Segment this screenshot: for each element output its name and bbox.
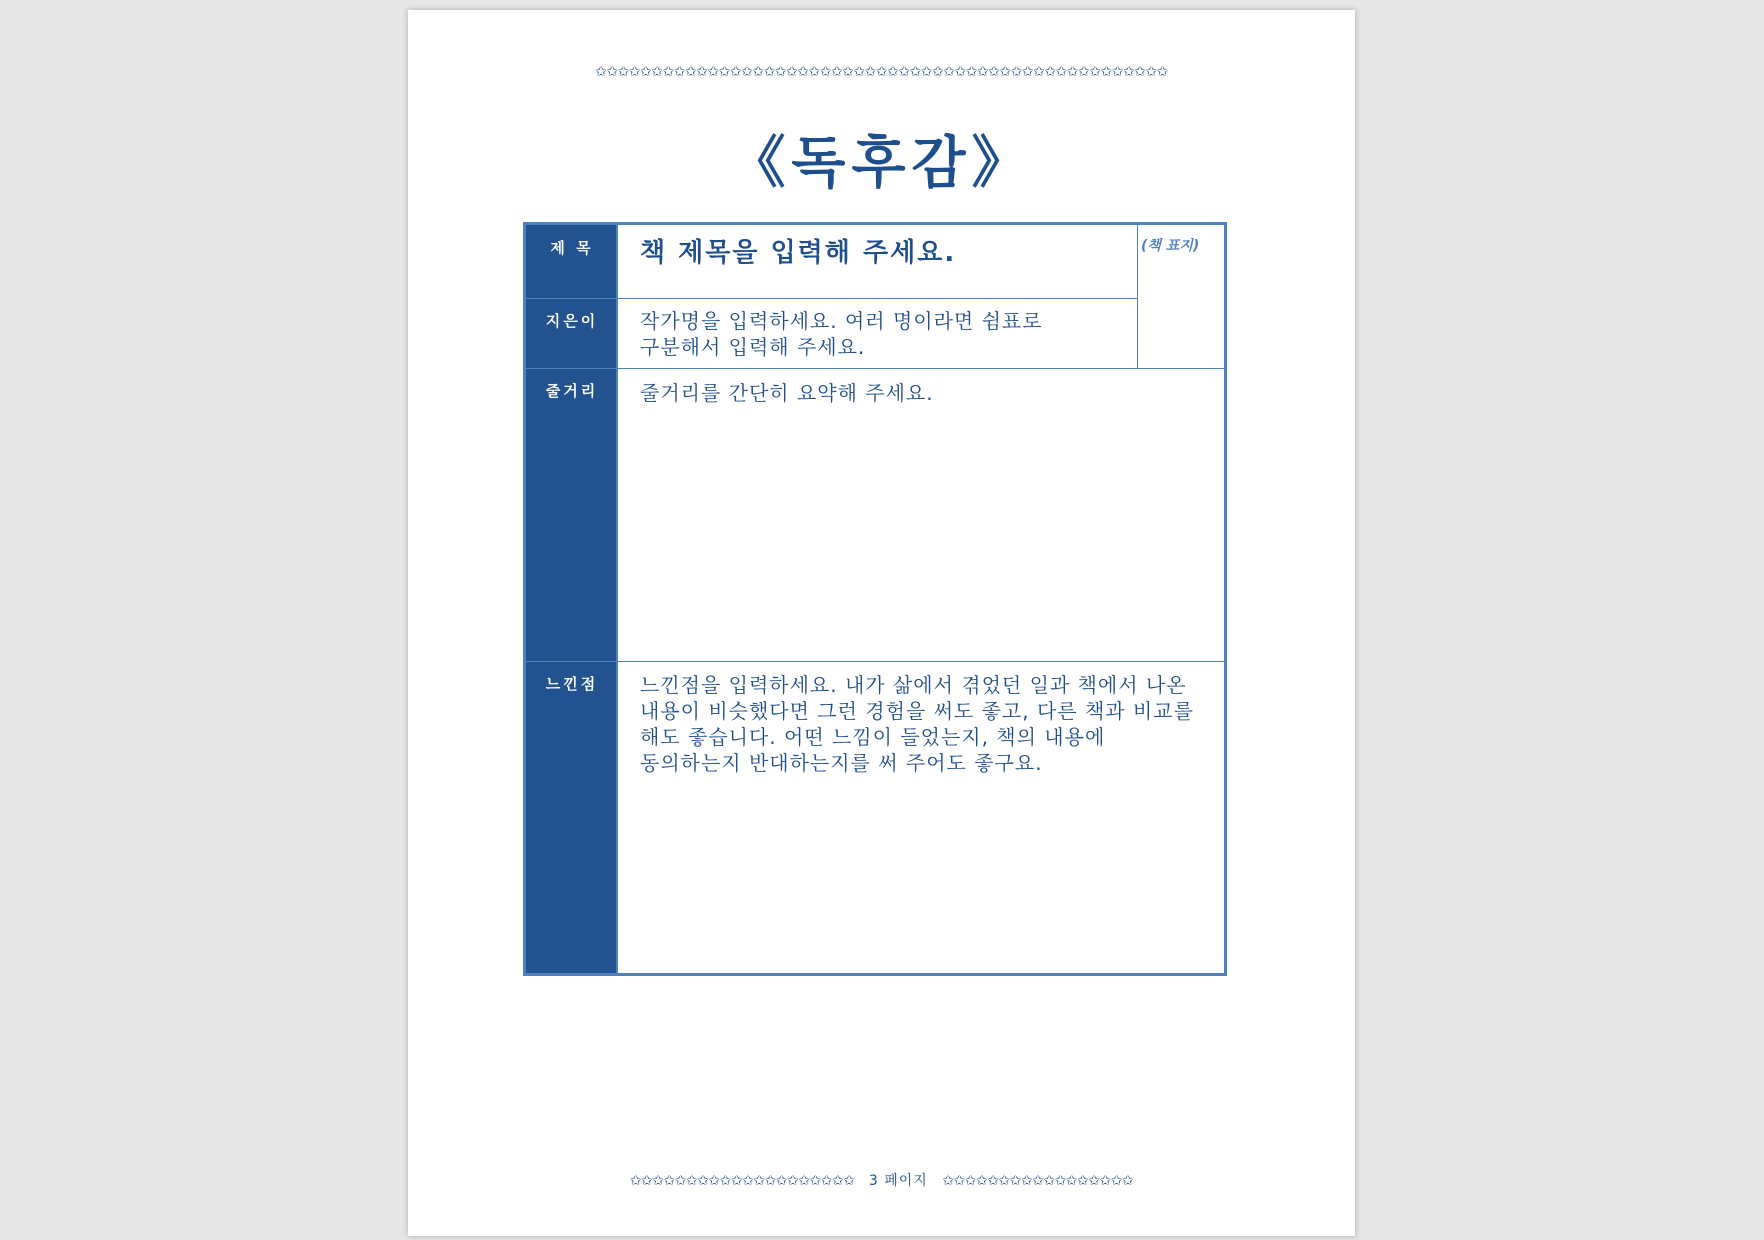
book-cover-placeholder[interactable]: (책 표지) [1141,238,1200,254]
page-number: 3 페이지 [868,1173,928,1189]
impression-line-4: 동의하는지 반대하는지를 써 주어도 좋구요. [640,751,1043,775]
document-page [408,10,1355,1236]
header-star-border: ✩✩✩✩✩✩✩✩✩✩✩✩✩✩✩✩✩✩✩✩✩✩✩✩✩✩✩✩✩✩✩✩✩✩✩✩✩✩✩✩✩✩✩✩✩✩✩✩✩✩✩ [595,64,1168,80]
footer-stars-right: ✩✩✩✩✩✩✩✩✩✩✩✩✩✩✩✩✩ [942,1173,1134,1189]
document-title: 《독후감》 [729,130,1034,196]
label-title: 제 목 [550,239,594,257]
book-report-form [523,222,1227,976]
impression-line-3: 해도 좋습니다. 어떤 느낌이 들었는지, 책의 내용에 [640,725,1106,749]
label-author: 지은이 [545,312,599,330]
row-divider-plot [526,661,1224,662]
author-line-2: 구분해서 입력해 주세요. [640,335,866,359]
page-footer [408,1170,1355,1190]
book-title-field[interactable]: 책 제목을 입력해 주세요. [640,238,957,268]
row-divider-title [526,298,1138,299]
label-impression: 느낀점 [545,675,599,693]
author-field[interactable] [640,308,1043,360]
impression-line-1: 느낀점을 입력하세요. 내가 삶에서 겪었던 일과 책에서 나온 [640,673,1187,697]
row-divider-author [526,368,1224,369]
label-plot: 줄거리 [545,382,599,400]
author-line-1: 작가명을 입력하세요. 여러 명이라면 쉼표로 [640,309,1043,333]
impression-field[interactable] [640,672,1194,776]
footer-stars-left: ✩✩✩✩✩✩✩✩✩✩✩✩✩✩✩✩✩✩✩✩ [629,1173,855,1189]
plot-field[interactable]: 줄거리를 간단히 요약해 주세요. [640,381,934,405]
impression-line-2: 내용이 비슷했다면 그런 경험을 써도 좋고, 다른 책과 비교를 [640,699,1194,723]
label-column [526,225,618,973]
cover-column-divider [1137,225,1138,368]
